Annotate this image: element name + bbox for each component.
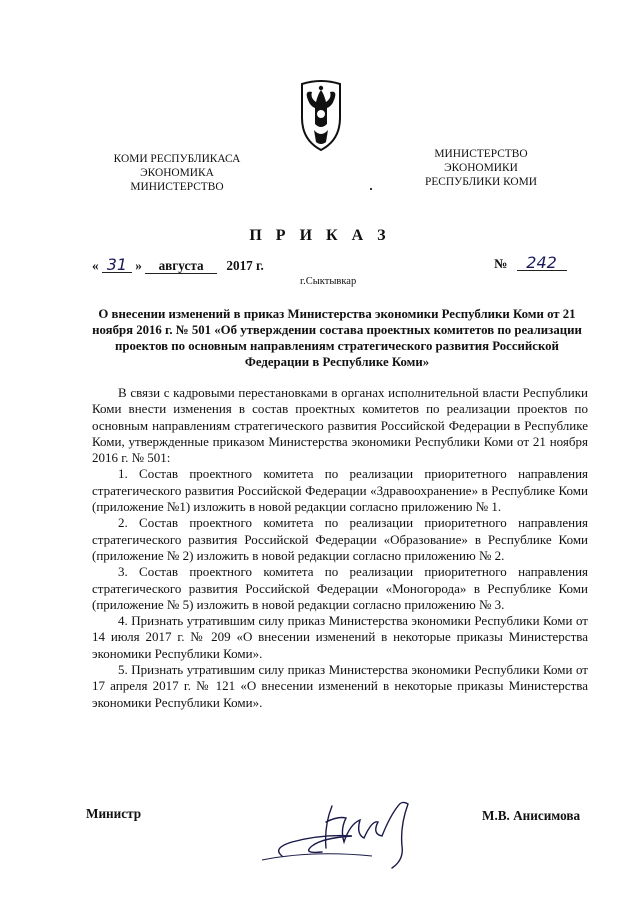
body-item-3: 3. Состав проектного комитета по реализации приоритетного направления стратегического развития Российской Федерации «Моногорода» в Республике Коми (приложение № 5) изложить в новой редакции согласно приложению № 3.: [92, 564, 588, 612]
header-left-line3: МИНИСТЕРСТВО: [130, 181, 224, 193]
date-month: августа: [145, 259, 217, 274]
body-item-1: 1. Состав проектного комитета по реализации приоритетного направления стратегического развития Российской Федерации «Здравоохранение» в Республике Коми (приложение №1) изложить в новой редакции согласно приложению № 1.: [92, 466, 588, 515]
body-item-5: 5. Признать утратившим силу приказ Министерства экономики Республики Коми от 17 апреля 2017 г. № 121 «О внесении изменений в некоторые приказы Министерства экономики Республики Коми».: [92, 662, 588, 710]
body-intro: В связи с кадровыми перестановками в органах исполнительной власти Республики Коми внести изменения в состав проектных комитетов по реализации проектов по основным направлениям стратегического развития Российской Федерации в Республике Коми, утвержденные приказом Министерства экономики Республики Коми от 21 ноября 2016 г. № 501:: [92, 385, 588, 466]
coat-of-arms-emblem: [296, 80, 346, 152]
header-right-line2: ЭКОНОМИКИ: [444, 162, 518, 174]
header-right: [416, 147, 546, 189]
signer-position: Министр: [86, 806, 142, 821]
body-item-4: 4. Признать утратившим силу приказ Министерства экономики Республики Коми от 14 июля 2017 г. № 209 «О внесении изменений в некоторые приказы Министерства экономики Республики Коми».: [92, 613, 588, 661]
order-subject: О внесении изменений в приказ Министерства экономики Республики Коми от 21 ноября 2016 г. № 501 «Об утверждении состава проектных комитетов по реализации проектов по основным направлениям стратегического развития Российской Федерации в Республике Коми»: [92, 307, 582, 369]
header-right-line1: МИНИСТЕРСТВО: [434, 148, 528, 160]
order-date: [92, 255, 264, 274]
date-close-quote: »: [135, 258, 142, 273]
body-item-2: 2. Состав проектного комитета по реализации приоритетного направления стратегического развития Российской Федерации «Образование» в Республике Коми (приложение № 2) изложить в новой редакции согласно приложению № 2.: [92, 515, 588, 563]
date-day: 31: [102, 258, 132, 273]
header-right-line3: РЕСПУБЛИКИ КОМИ: [425, 176, 537, 188]
order-body: [92, 385, 588, 711]
header-left-line2: ЭКОНОМИКА: [140, 167, 214, 179]
header-left: [102, 152, 252, 194]
date-year: 2017 г.: [226, 258, 264, 273]
header-left-line1: КОМИ РЕСПУБЛИКАСА: [113, 153, 241, 165]
order-number-label: №: [494, 256, 508, 271]
signer-name: М.В. Анисимова: [482, 808, 581, 823]
document-title: П Р И К А З: [249, 227, 391, 244]
order-number: [494, 253, 567, 272]
handwritten-signature: [252, 786, 452, 872]
date-open-quote: «: [92, 258, 99, 273]
city: г.Сыктывкар: [300, 276, 357, 287]
order-number-value: 242: [517, 256, 567, 271]
scan-dot: [370, 188, 372, 190]
